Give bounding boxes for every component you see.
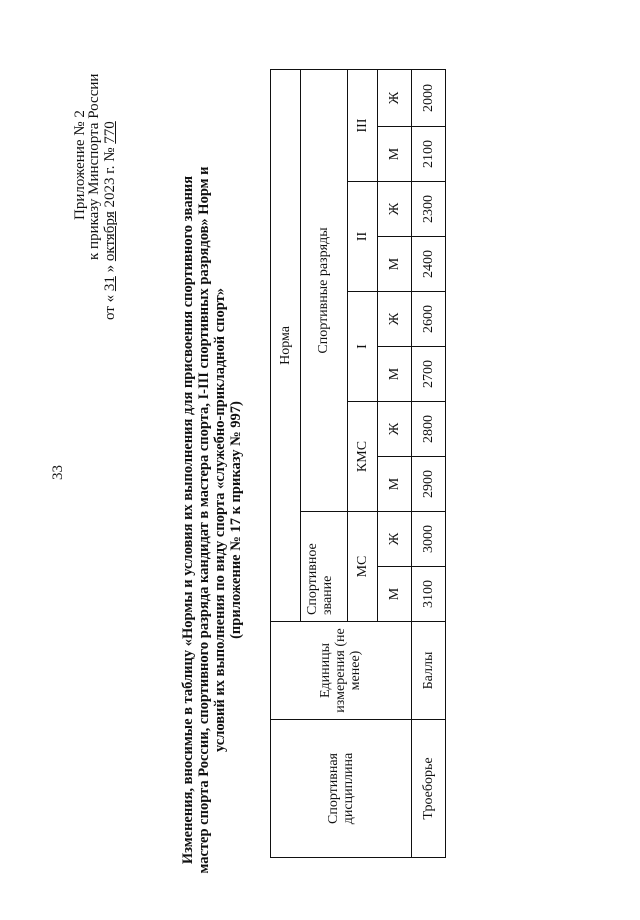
document-title <box>180 150 244 890</box>
discipline-cell: Троеборье <box>411 720 445 858</box>
title-line-2: мастер спорта России, спортивного разряда кандидат в мастера спорта, I-III спортивных разрядов» Норм и <box>196 166 212 874</box>
value-cell: 2000 <box>411 69 445 126</box>
value-cell: 2300 <box>411 182 445 237</box>
title-line-1: Изменения, вносимые в таблицу «Нормы и условия их выполнения для присвоения спортивного звания <box>180 175 196 865</box>
rank-1: I <box>347 292 377 402</box>
gender-cell: М <box>377 127 411 182</box>
order-reference: к приказу Минспорта России <box>86 73 102 260</box>
units-cell: Баллы <box>411 622 445 720</box>
title-line-3: условий их выполнения по виду спорта «служебно-прикладной спорт» <box>212 287 228 753</box>
header-sport-ranks: Спортивные разряды <box>300 69 347 511</box>
value-cell: 3000 <box>411 512 445 567</box>
value-cell: 2100 <box>411 127 445 182</box>
value-cell: 3100 <box>411 567 445 622</box>
gender-cell: М <box>377 457 411 512</box>
rank-3: III <box>347 69 377 181</box>
gender-cell: М <box>377 567 411 622</box>
rank-kms: КМС <box>347 402 377 512</box>
gender-cell: Ж <box>377 512 411 567</box>
norms-table <box>270 70 446 858</box>
order-date-line <box>102 121 119 320</box>
header-sport-title: Спортивное звание <box>300 512 347 622</box>
header-norm: Норма <box>271 69 301 621</box>
gender-cell: М <box>377 347 411 402</box>
rank-2: II <box>347 182 377 292</box>
gender-cell: Ж <box>377 69 411 126</box>
gender-cell: Ж <box>377 402 411 457</box>
date-mid: » <box>102 264 118 273</box>
header-discipline: Спортивная дисциплина <box>271 720 412 858</box>
appendix-label: Приложение № 2 <box>72 110 88 220</box>
value-cell: 2600 <box>411 292 445 347</box>
date-day: 31 <box>102 276 118 292</box>
rank-ms: МС <box>347 512 377 622</box>
header-units: Единицы измерения (не менее) <box>271 622 412 720</box>
date-month: октября <box>102 211 118 262</box>
gender-cell: Ж <box>377 292 411 347</box>
value-cell: 2900 <box>411 457 445 512</box>
value-cell: 2700 <box>411 347 445 402</box>
order-number: 770 <box>102 121 118 144</box>
value-cell: 2800 <box>411 402 445 457</box>
value-cell: 2400 <box>411 237 445 292</box>
title-line-4: (приложение № 17 к приказу № 997) <box>228 401 244 639</box>
date-year: 2023 г. № <box>102 147 118 208</box>
gender-cell: Ж <box>377 182 411 237</box>
date-prefix: от « <box>102 294 118 320</box>
page-number: 33 <box>50 465 66 480</box>
gender-cell: М <box>377 237 411 292</box>
